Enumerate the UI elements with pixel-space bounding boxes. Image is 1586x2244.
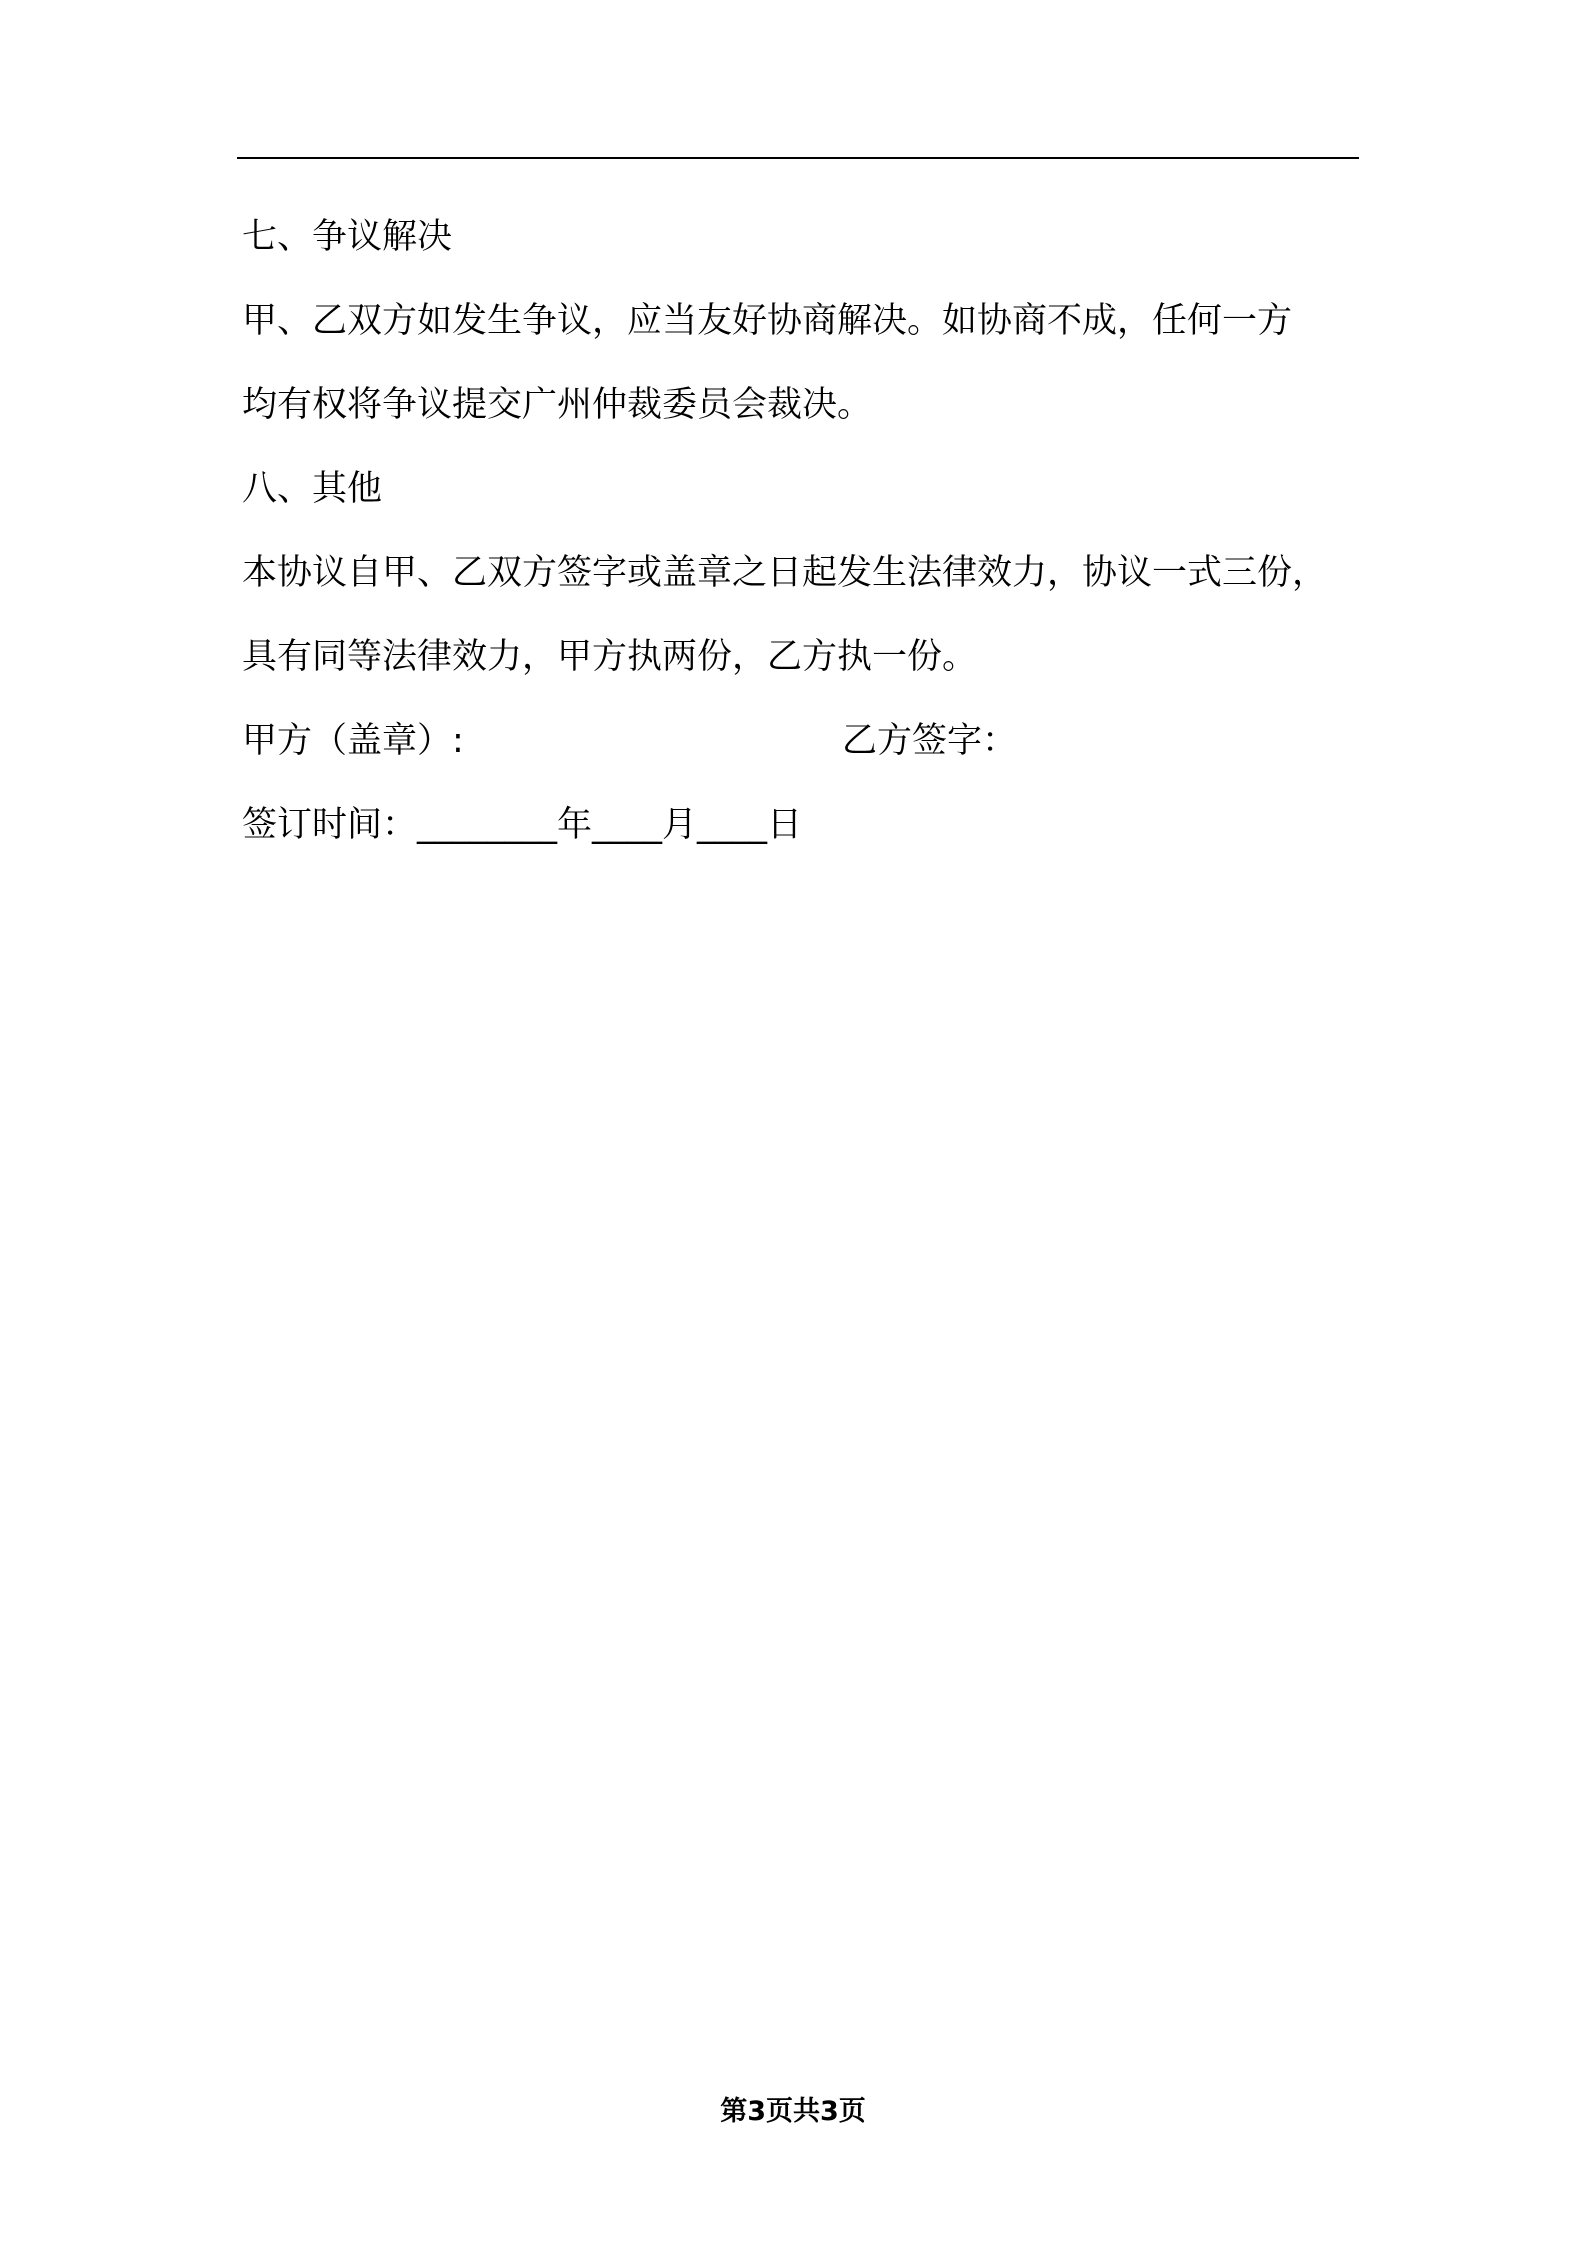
party-b-signature-label: 乙方签字：	[842, 721, 1018, 761]
page-footer: 第3页共3页	[720, 2096, 866, 2127]
section-7-paragraph-line-1: 甲、乙双方如发生争议，应当友好协商解决。如协商不成，任何一方	[242, 301, 1293, 341]
document-body	[242, 195, 1360, 867]
header-rule	[237, 157, 1359, 159]
sign-date-line: 签订时间：________年____月____日	[242, 805, 803, 845]
section-7-heading: 七、争议解决	[242, 217, 453, 257]
section-8-heading: 八、其他	[242, 469, 383, 509]
section-7-paragraph-line-2: 均有权将争议提交广州仲裁委员会裁决。	[242, 385, 873, 425]
section-8-paragraph-line-1: 本协议自甲、乙双方签字或盖章之日起发生法律效力，协议一式三份，	[242, 553, 1328, 593]
signature-row	[242, 699, 1360, 783]
party-a-seal-label: 甲方（盖章）:	[242, 721, 464, 761]
section-8-paragraph-line-2: 具有同等法律效力，甲方执两份，乙方执一份。	[242, 637, 978, 677]
